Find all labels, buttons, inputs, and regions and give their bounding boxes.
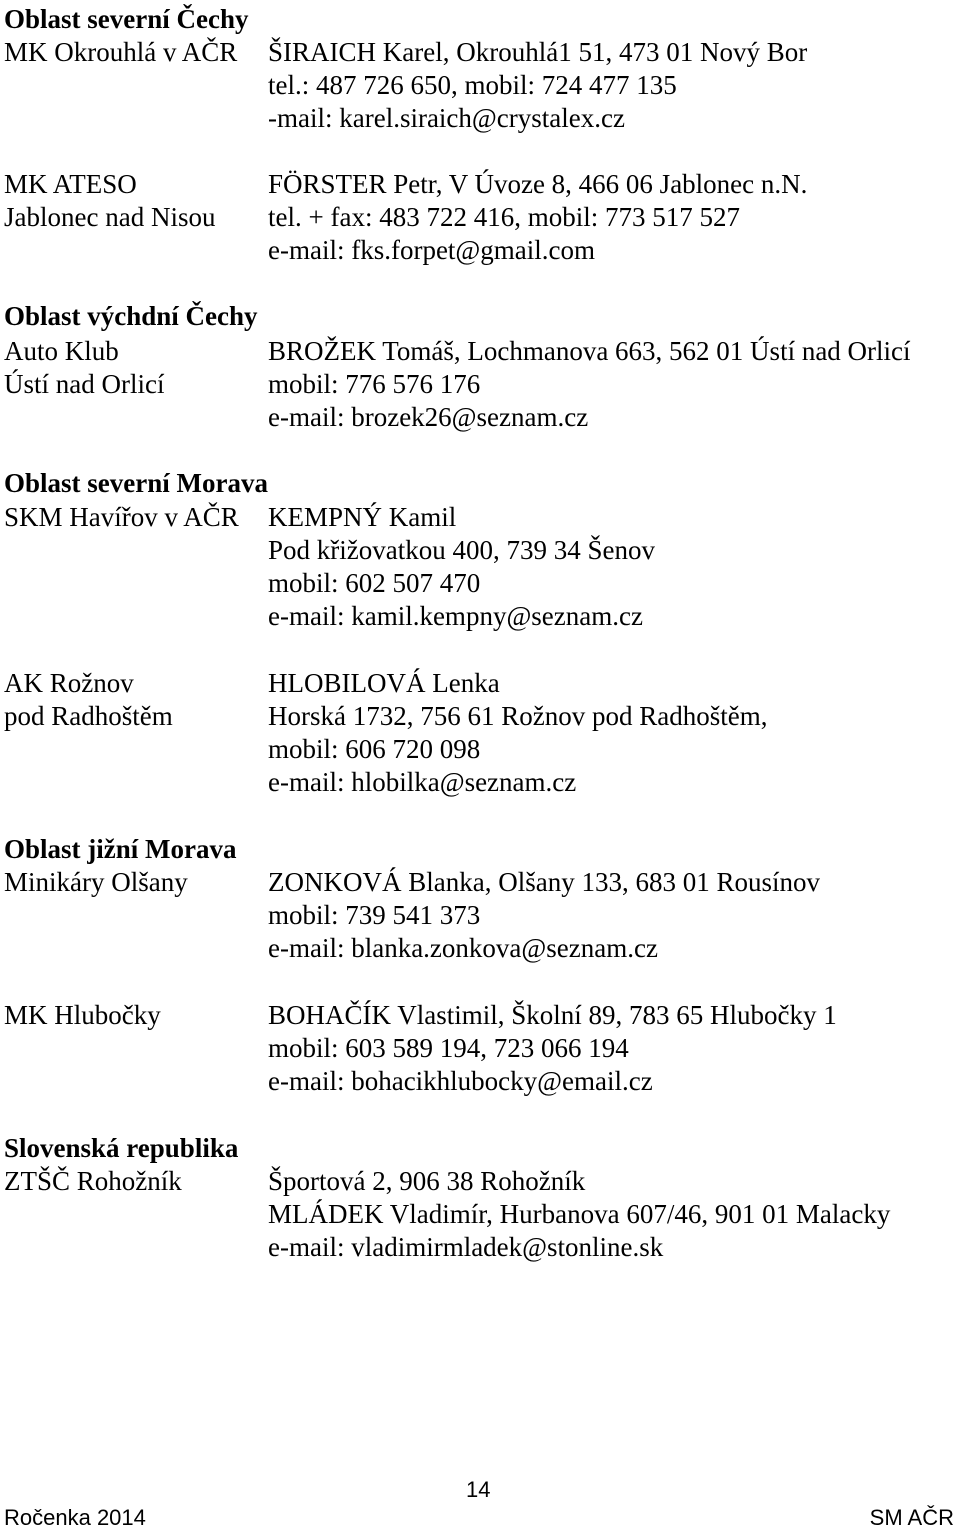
org-name: AK Rožnov — [4, 668, 134, 698]
org-name: MK ATESO — [4, 169, 137, 199]
org-name: MK Okrouhlá v AČR — [4, 37, 238, 67]
contact-line: e-mail: brozek26@seznam.cz — [268, 402, 589, 432]
org-name: MK Hlubočky — [4, 1000, 161, 1030]
org-name: Minikáry Olšany — [4, 867, 188, 897]
contact-line: MLÁDEK Vladimír, Hurbanova 607/46, 901 01 Malacky — [268, 1199, 891, 1229]
region-title: Oblast severní Čechy — [4, 4, 249, 34]
org-name: ZTŠČ Rohožník — [4, 1166, 182, 1196]
org-name: SKM Havířov v AČR — [4, 502, 239, 532]
contact-line: tel. + fax: 483 722 416, mobil: 773 517 527 — [268, 202, 740, 232]
footer-right-text: SM AČR — [869, 1505, 954, 1530]
region-title: Oblast výchdní Čechy — [4, 301, 258, 331]
contact-line: mobil: 603 589 194, 723 066 194 — [268, 1033, 629, 1063]
contact-line: ŠIRAICH Karel, Okrouhlá1 51, 473 01 Nový Bor — [268, 37, 808, 67]
contact-line: ZONKOVÁ Blanka, Olšany 133, 683 01 Rousínov — [268, 867, 820, 897]
contact-line: e-mail: hlobilka@seznam.cz — [268, 767, 577, 797]
org-name: Jablonec nad Nisou — [4, 202, 216, 232]
footer-left-text: Ročenka 2014 — [4, 1505, 146, 1530]
contact-line: Športová 2, 906 38 Rohožník — [268, 1166, 586, 1196]
page-number: 14 — [466, 1477, 491, 1502]
contact-line: FÖRSTER Petr, V Úvoze 8, 466 06 Jablonec n.N. — [268, 169, 808, 199]
contact-line: Pod křižovatkou 400, 739 34 Šenov — [268, 535, 655, 565]
contact-line: HLOBILOVÁ Lenka — [268, 668, 500, 698]
org-name: pod Radhoštěm — [4, 701, 173, 731]
contact-line: e-mail: fks.forpet@gmail.com — [268, 235, 596, 265]
contact-line: -mail: karel.siraich@crystalex.cz — [268, 103, 625, 133]
contact-line: e-mail: bohacikhlubocky@email.cz — [268, 1066, 653, 1096]
contact-line: mobil: 602 507 470 — [268, 568, 481, 598]
region-title: Oblast jižní Morava — [4, 834, 237, 864]
contact-line: tel.: 487 726 650, mobil: 724 477 135 — [268, 70, 677, 100]
region-title: Slovenská republika — [4, 1133, 239, 1163]
contact-line: Horská 1732, 756 61 Rožnov pod Radhoštěm, — [268, 701, 768, 731]
contact-line: mobil: 739 541 373 — [268, 900, 481, 930]
contact-line: KEMPNÝ Kamil — [268, 502, 457, 532]
contact-line: e-mail: blanka.zonkova@seznam.cz — [268, 933, 658, 963]
contact-line: mobil: 776 576 176 — [268, 369, 481, 399]
contact-line: BOHAČÍK Vlastimil, Školní 89, 783 65 Hlubočky 1 — [268, 1000, 837, 1030]
contact-line: BROŽEK Tomáš, Lochmanova 663, 562 01 Ústí nad Orlicí — [268, 336, 911, 366]
contact-line: e-mail: kamil.kempny@seznam.cz — [268, 601, 643, 631]
contact-line: mobil: 606 720 098 — [268, 734, 481, 764]
region-title: Oblast severní Morava — [4, 468, 268, 498]
org-name: Ústí nad Orlicí — [4, 369, 165, 399]
org-name: Auto Klub — [4, 336, 119, 366]
contact-line: e-mail: vladimirmladek@stonline.sk — [268, 1232, 664, 1262]
